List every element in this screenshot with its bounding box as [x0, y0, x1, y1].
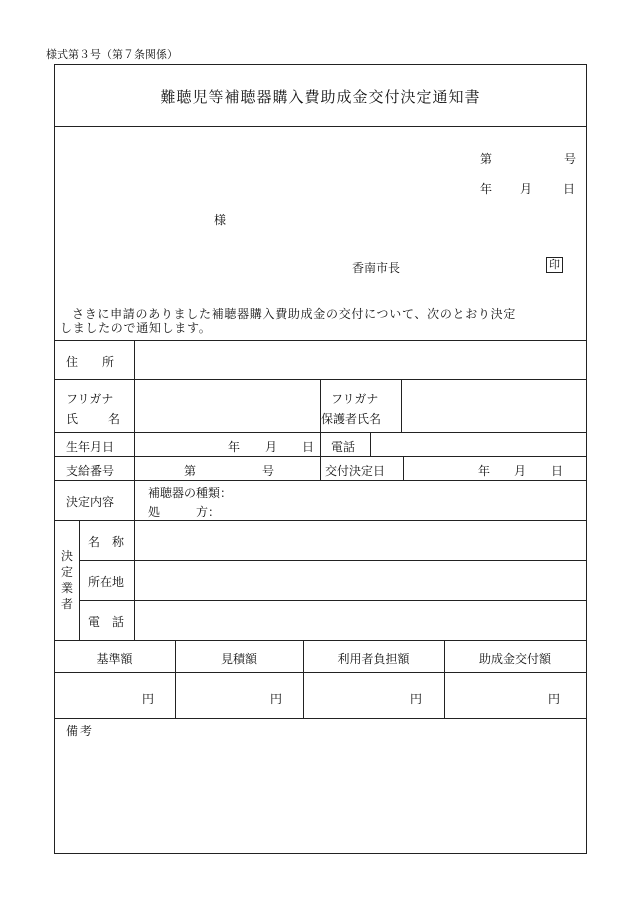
- notice-body-line2: しましたので通知します。: [60, 321, 212, 335]
- amount-header-standard: 基準額: [96, 652, 133, 666]
- furigana-label: フリガナ: [66, 392, 114, 406]
- notice-date-day: 日: [563, 182, 576, 196]
- prescription-label: 処 方：: [148, 505, 221, 519]
- remarks-label: 備考: [66, 724, 95, 738]
- amount-header-user-share: 利用者負担額: [337, 652, 410, 666]
- decision-date-label: 交付決定日: [325, 464, 386, 478]
- addressee-honorific: 様: [214, 213, 227, 227]
- notice-date-year: 年: [480, 182, 493, 196]
- guardian-label-left: [320, 379, 321, 480]
- sender-mayor: 香南市長: [352, 261, 401, 275]
- row-line-9: [54, 640, 587, 641]
- amount-unit-grant: 円: [548, 692, 561, 706]
- label-column-line: [134, 340, 135, 640]
- row-line-10: [54, 672, 587, 673]
- notice-number-go: 号: [564, 152, 577, 166]
- amount-unit-standard: 円: [142, 692, 155, 706]
- payment-number-label: 支給番号: [66, 464, 115, 478]
- birthdate-label: 生年月日: [66, 440, 115, 454]
- row-line-11: [54, 718, 587, 719]
- decision-date-right: [403, 456, 404, 480]
- vendor-group-line: [79, 520, 80, 640]
- amount-header-grant: 助成金交付額: [478, 652, 551, 666]
- decision-day: 日: [551, 464, 564, 478]
- frame-right: [586, 64, 587, 854]
- row-line-8: [79, 600, 587, 601]
- amount-header-estimate: 見積額: [220, 652, 257, 666]
- seal-stamp: 印: [546, 257, 563, 273]
- frame-left: [54, 64, 55, 854]
- decision-year: 年: [478, 464, 491, 478]
- form-number: 様式第３号（第７条関係）: [46, 48, 178, 61]
- decision-month: 月: [514, 464, 527, 478]
- decision-content-label: 決定内容: [66, 495, 115, 509]
- title-divider: [54, 126, 587, 127]
- vendor-group-label: [60, 548, 74, 612]
- notice-body-line1: さきに申請のありました補聴器購入費助成金の交付について、次のとおり決定: [72, 307, 517, 321]
- row-line-7: [79, 560, 587, 561]
- frame-bottom: [54, 853, 587, 854]
- frame-top: [54, 64, 587, 65]
- aid-type-label: 補聴器の種類：: [148, 486, 233, 500]
- amount-unit-user-share: 円: [410, 692, 423, 706]
- vendor-group-char-1: 決: [60, 549, 73, 563]
- vendor-group-char-4: 者: [60, 597, 73, 611]
- phone-label: 電話: [331, 440, 356, 454]
- guardian-label-right: [401, 379, 402, 432]
- notice-number-dai: 第: [480, 152, 493, 166]
- name-label: 氏 名: [66, 412, 123, 426]
- phone-label-right: [370, 432, 371, 456]
- vendor-phone-label: 電 話: [88, 615, 125, 629]
- vendor-name-label: 名 称: [88, 535, 125, 549]
- guardian-name-label: 保護者氏名: [321, 412, 382, 426]
- vendor-group-char-2: 定: [60, 565, 73, 579]
- document-title: 難聴児等補聴器購入費助成金交付決定通知書: [160, 88, 481, 106]
- guardian-furigana-label: フリガナ: [331, 392, 379, 406]
- birth-day: 日: [302, 440, 315, 454]
- amount-unit-estimate: 円: [270, 692, 283, 706]
- payment-number-dai: 第: [184, 464, 197, 478]
- birth-month: 月: [265, 440, 278, 454]
- birth-year: 年: [228, 440, 241, 454]
- payment-number-go: 号: [262, 464, 275, 478]
- vendor-address-label: 所在地: [88, 575, 125, 589]
- notice-date-month: 月: [520, 182, 533, 196]
- vendor-group-char-3: 業: [60, 581, 73, 595]
- address-label: 住 所: [66, 355, 115, 369]
